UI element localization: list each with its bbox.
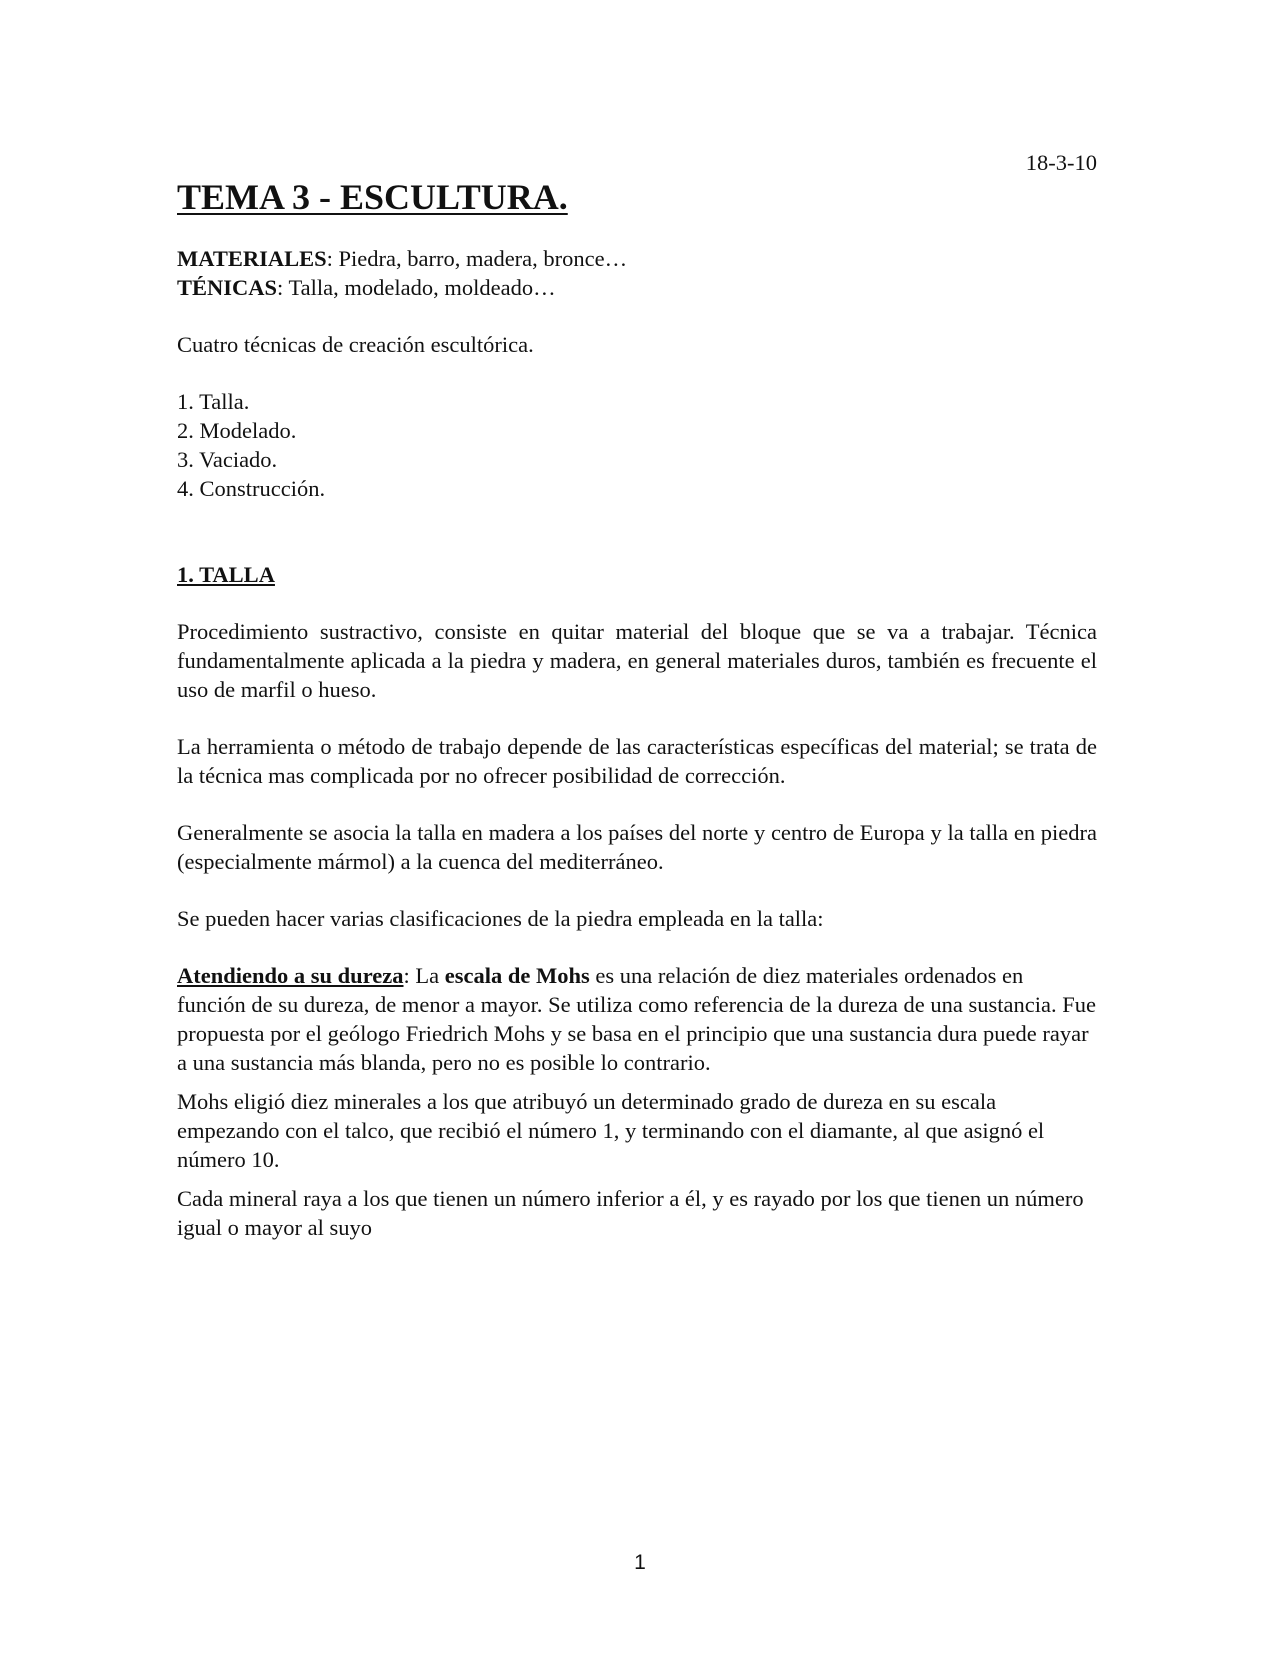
paragraph-5-rest: es una relación de diez materiales ordenados en función de su dureza, de menor a mayor. Se utiliza como referencia de la dureza de una sustancia. Fue propuesta por el geólogo Friedrich Mohs y se basa en el principio que una sustancia dura puede rayar a una sustancia más blanda, pero no es posible lo contrario.: [177, 963, 1096, 1075]
list-item: 2. Modelado.: [177, 418, 297, 443]
list-item: 3. Vaciado.: [177, 447, 278, 472]
paragraph-5: [177, 961, 1097, 1077]
list-item: 1. Talla.: [177, 389, 250, 414]
paragraph-4: Se pueden hacer varias clasificaciones de la piedra empleada en la talla:: [177, 906, 824, 931]
techniques-list: [177, 387, 1097, 503]
techniques-label: TÉNICAS: [177, 275, 278, 300]
paragraph-6: Mohs eligió diez minerales a los que atribuyó un determinado grado de dureza en su escala empezando con el talco, que recibió el número 1, y terminando con el diamante, al que asignó el número 10.: [177, 1089, 1045, 1172]
paragraph-5-pre: : La: [403, 963, 445, 988]
paragraph-1: Procedimiento sustractivo, consiste en quitar material del bloque que se va a trabajar. Técnica fundamentalmente aplicada a la piedra y madera, en general materiales duros, también es frecuente el uso de marfil o hueso.: [177, 619, 1097, 702]
mohs-scale-term: escala de Mohs: [444, 963, 590, 988]
materials-block: [177, 244, 1097, 302]
document-date: 18-3-10: [1025, 150, 1097, 175]
list-item: 4. Construcción.: [177, 476, 326, 501]
paragraph-2: La herramienta o método de trabajo depende de las características específicas del material; se trata de la técnica mas complicada por no ofrecer posibilidad de corrección.: [177, 734, 1097, 788]
paragraph-7: Cada mineral raya a los que tienen un número inferior a él, y es rayado por los que tienen un número igual o mayor al suyo: [177, 1186, 1084, 1240]
intro-text: Cuatro técnicas de creación escultórica.: [177, 332, 534, 357]
document-body: [177, 148, 1097, 1242]
techniques-text: : Talla, modelado, moldeado…: [277, 275, 556, 300]
materials-label: MATERIALES: [177, 246, 327, 271]
page-number: 1: [634, 1551, 646, 1574]
section-heading-talla: 1. TALLA: [177, 562, 275, 587]
techniques-line: [177, 273, 1097, 302]
paragraph-3: Generalmente se asocia la talla en madera a los países del norte y centro de Europa y la talla en piedra (especialmente mármol) a la cuenca del mediterráneo.: [177, 820, 1097, 874]
materials-line: [177, 244, 1097, 273]
document-title: TEMA 3 - ESCULTURA.: [177, 177, 568, 217]
hardness-label: Atendiendo a su dureza: [177, 963, 404, 988]
materials-text: : Piedra, barro, madera, bronce…: [326, 246, 628, 271]
